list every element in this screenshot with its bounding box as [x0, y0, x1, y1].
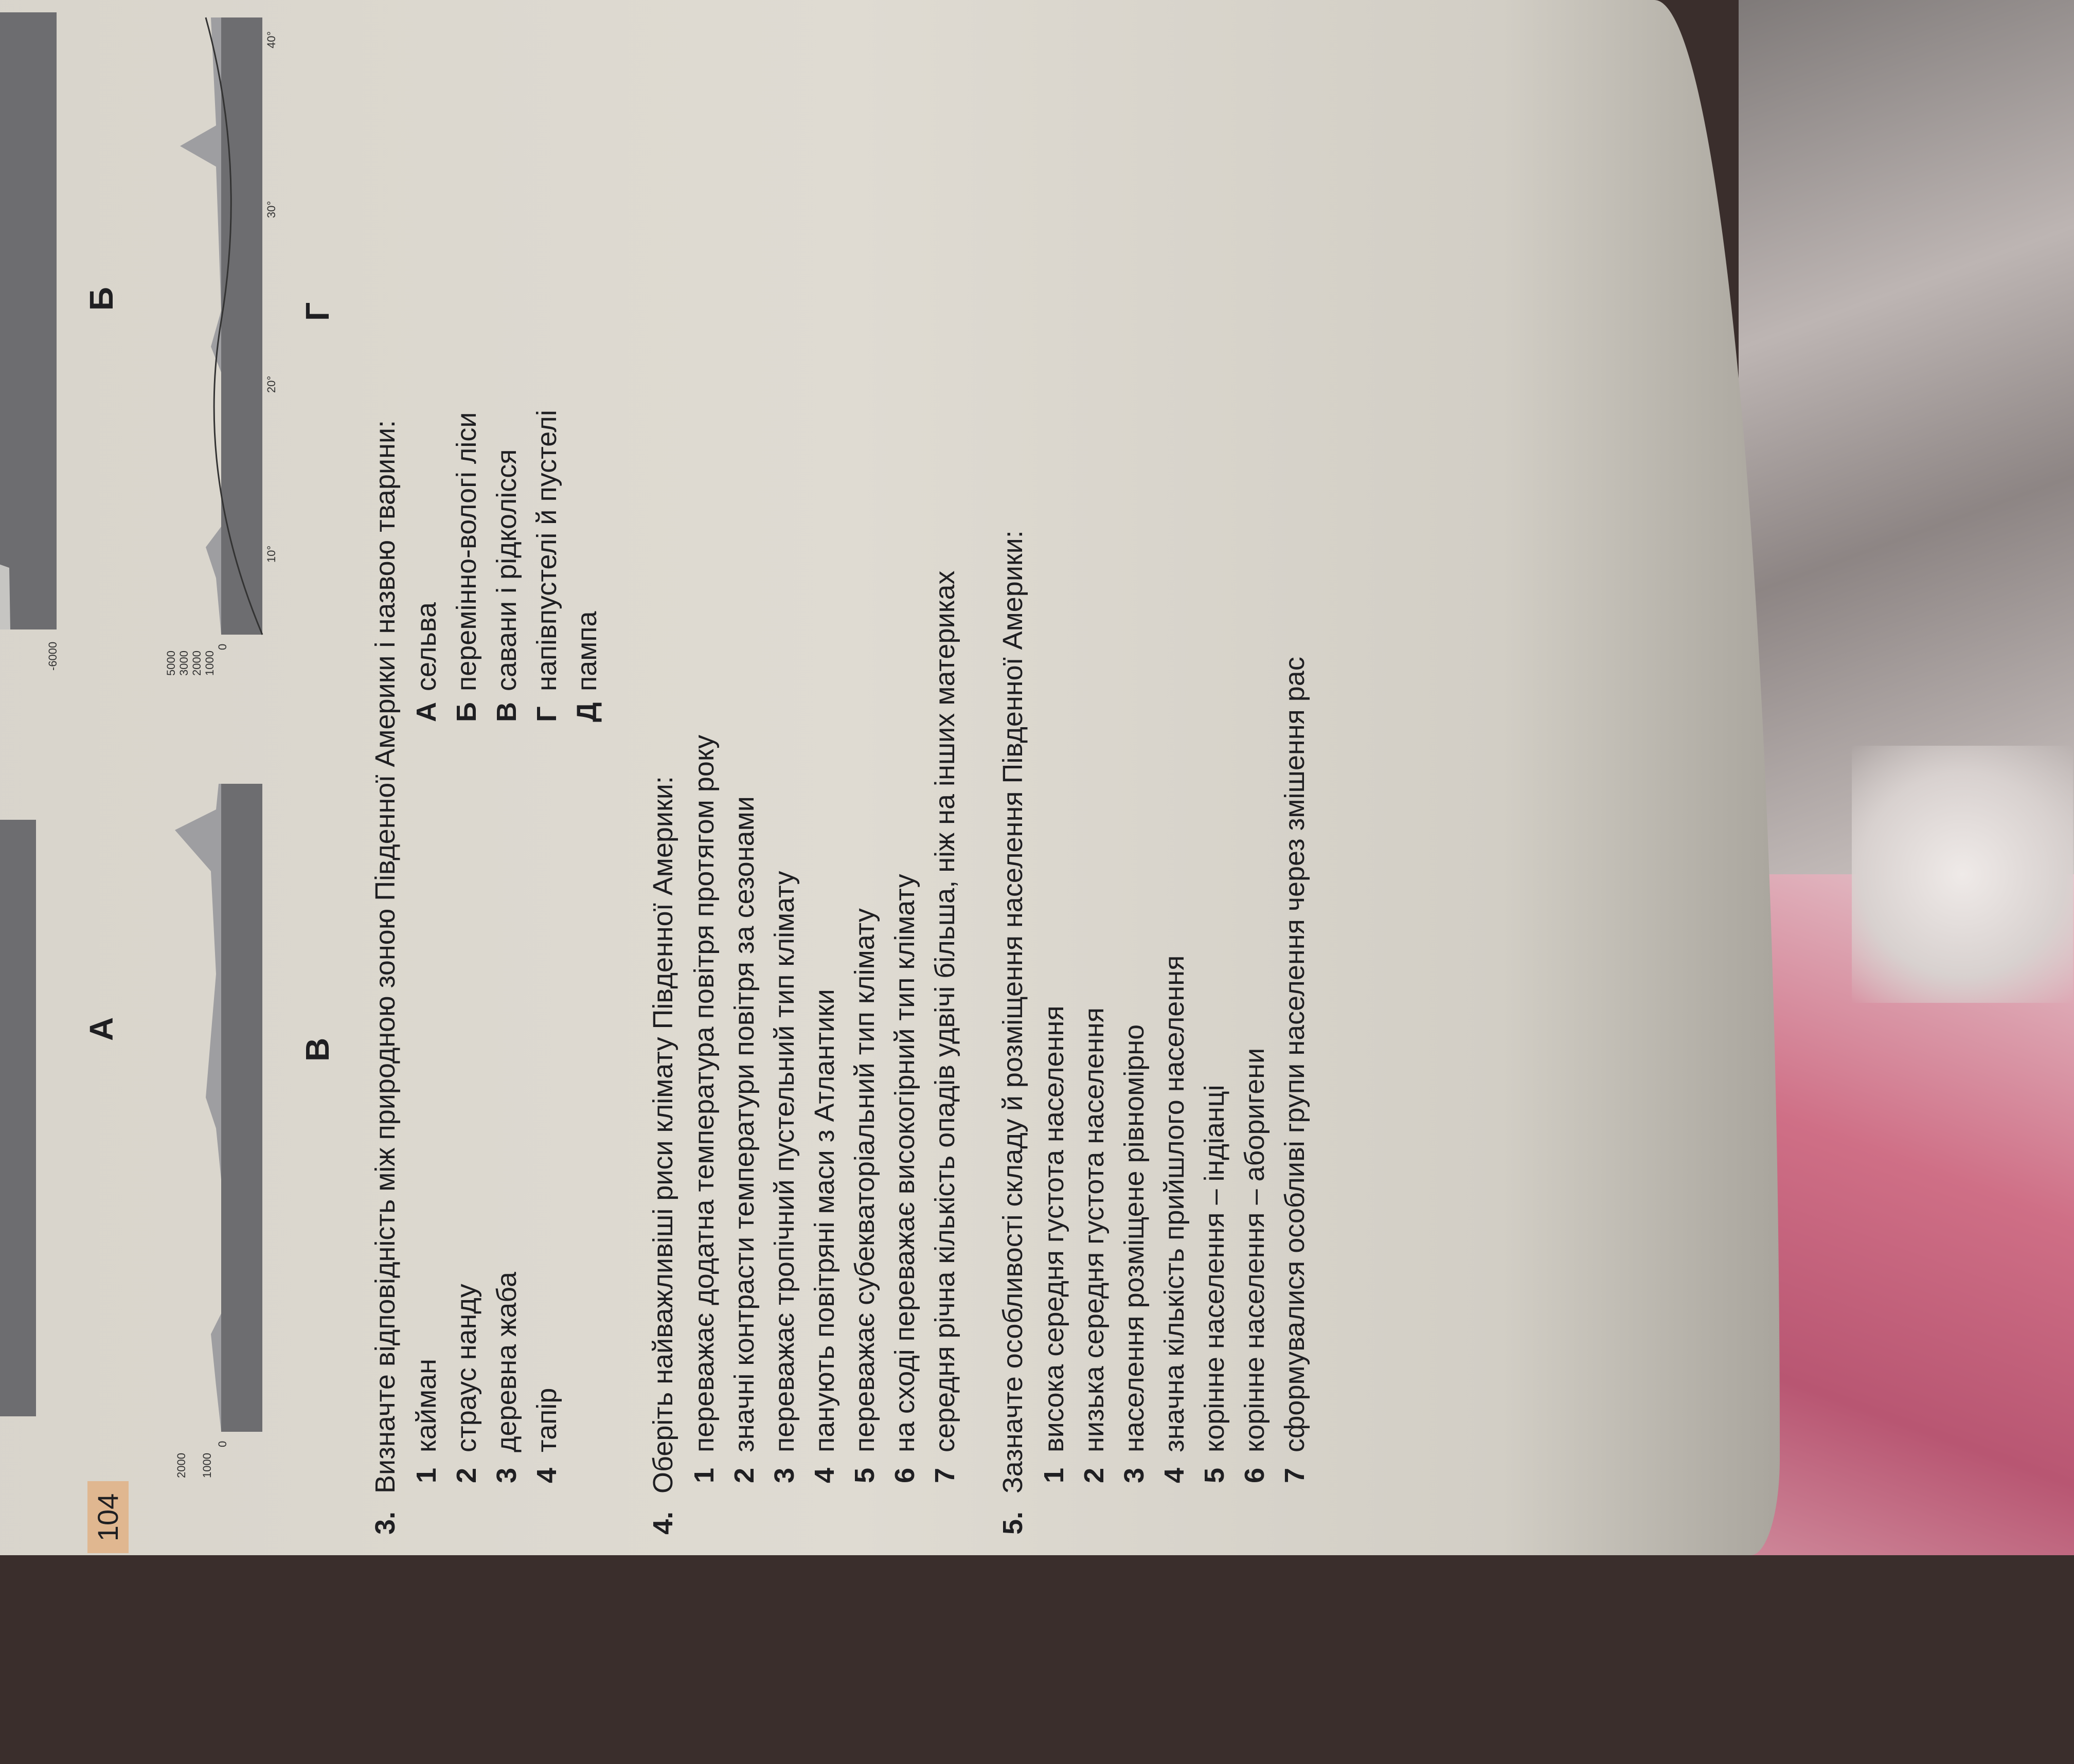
list-item: 3 переважає тропічний пустельний тип клімату	[769, 871, 800, 1483]
svg-text:2000: 2000	[190, 651, 203, 676]
svg-text:0: 0	[216, 1441, 229, 1447]
question-4	[643, 776, 683, 1535]
profile-a	[0, 809, 120, 1478]
list-item: 5 корінне населення – індіанці	[1199, 1085, 1230, 1483]
svg-text:5000: 5000	[165, 651, 177, 676]
svg-text:-6000: -6000	[46, 641, 59, 671]
profile-g-label: Г	[299, 302, 336, 321]
question-4-list	[684, 571, 965, 1484]
svg-text:10°: 10°	[265, 545, 278, 563]
list-item: 3 населення розміщене рівномірно	[1119, 1024, 1150, 1483]
svg-text:40°: 40°	[265, 31, 278, 48]
list-item: 7 середня річна кількість опадів удвічі більша, ніж на інших материках	[929, 570, 960, 1483]
question-3-right-list	[406, 410, 607, 722]
list-item: 5 переважає субекваторіальний тип клімату	[849, 908, 880, 1483]
profile-b-label: Б	[83, 287, 120, 311]
svg-text:1000: 1000	[201, 1453, 213, 1478]
list-item: В савани і рідколісся	[491, 449, 522, 722]
list-item: 1 переважає додатна температура повітря протягом року	[689, 734, 720, 1483]
list-item: 2 значні контрасти температури повітря за сезонами	[729, 796, 760, 1483]
page-number-badge	[87, 1481, 129, 1553]
profile-a-label: А	[83, 1017, 120, 1041]
svg-text:3000: 3000	[177, 651, 190, 676]
list-item: 6 корінне населення – аборигени	[1239, 1048, 1270, 1483]
list-item: 7 сформувалися особливі групи населення через змішення рас	[1279, 657, 1310, 1483]
page-number: 104	[92, 1493, 124, 1541]
svg-text:30°: 30°	[265, 201, 278, 218]
question-5-number: 5.	[997, 1511, 1028, 1535]
question-5-list	[1034, 657, 1315, 1483]
list-item: 4 тапір	[531, 1388, 562, 1483]
list-item: 2 страус нанду	[451, 1284, 482, 1483]
profile-v	[144, 768, 336, 1488]
background-fur	[1852, 746, 2073, 1003]
list-item: 1 кайман	[411, 1359, 442, 1483]
svg-text:2000: 2000	[175, 1453, 188, 1478]
question-5	[993, 530, 1033, 1535]
question-3-text: Визначте відповідність між природною зоною Південної Америки і назвою тварини:	[370, 420, 401, 1493]
question-4-number: 4.	[648, 1511, 678, 1535]
list-item: Д пампа	[571, 611, 602, 722]
profile-v-label: В	[299, 1037, 336, 1061]
svg-text:0: 0	[216, 643, 229, 650]
list-item: А сельва	[411, 602, 442, 722]
question-5-text: Зазначте особливості складу й розміщення населення Південної Америки:	[997, 530, 1028, 1493]
list-item: 4 панують повітряні маси з Атлантики	[809, 989, 840, 1483]
list-item: 1 висока середня густота населення	[1039, 1005, 1069, 1483]
question-3-number: 3.	[370, 1511, 401, 1535]
list-item: 2 низька середня густота населення	[1079, 1007, 1110, 1483]
profile-g	[144, 2, 336, 681]
list-item: Г напівпустелі й пустелі	[531, 410, 562, 722]
list-item: Б перемінно-вологі ліси	[451, 412, 482, 722]
list-item: 3 деревна жаба	[491, 1271, 522, 1483]
svg-text:1000: 1000	[203, 651, 216, 676]
background-fabric	[1739, 0, 2074, 874]
list-item: 4 значна кількість прийшлого населення	[1159, 955, 1190, 1483]
profile-b	[0, 2, 120, 671]
list-item: 6 на сході переважає високогірний тип клімату	[889, 874, 920, 1483]
question-3-left-list	[406, 1272, 567, 1483]
question-3	[365, 420, 405, 1535]
svg-text:20°: 20°	[265, 375, 278, 393]
question-4-text: Оберіть найважливіші риси клімату Південної Америки:	[648, 776, 678, 1493]
